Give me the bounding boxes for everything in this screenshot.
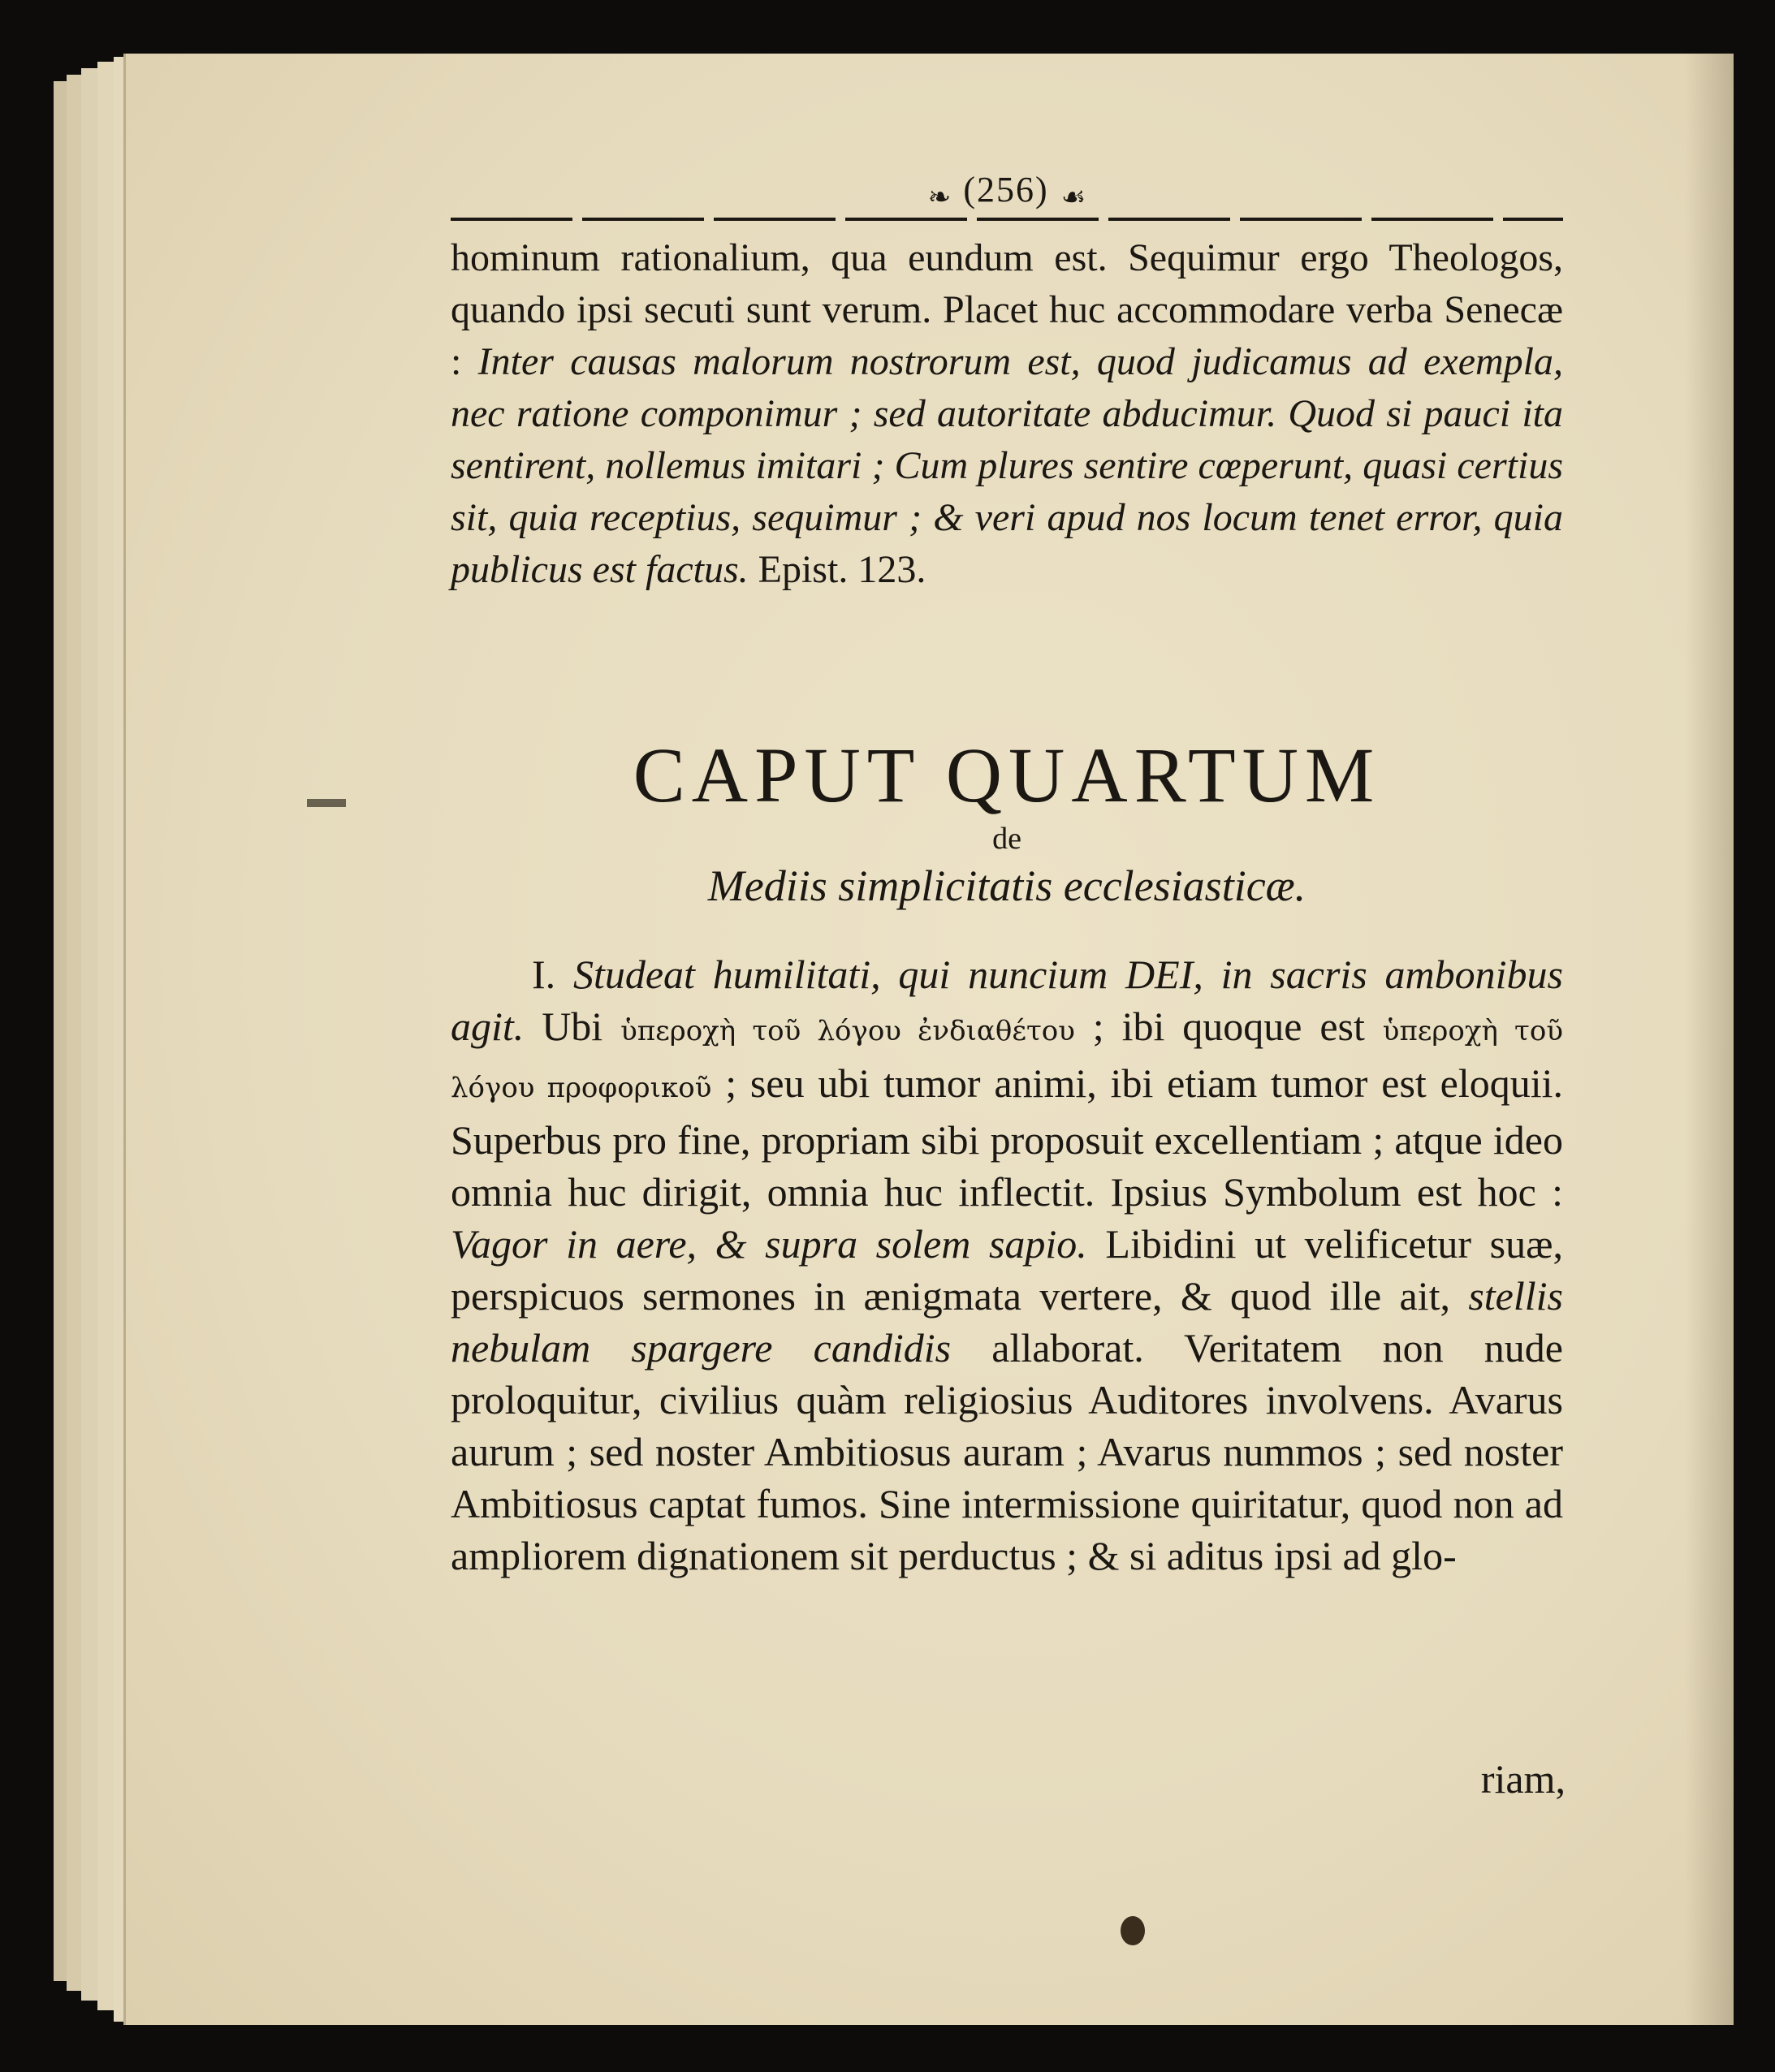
seneca-quote: Inter causas malorum nostrorum est, quod judicamus ad exempla, nec ratione componimur ; sed autoritate abducimur. Quod si pauci ita sentirent, nollemus imitari ; Cum plures sentire cœperunt, quasi certius sit, quia receptius, sequimur ; & veri apud nos locum tenet error, quia publicus est factus. — [451, 340, 1563, 591]
section-text: Ubi — [524, 1004, 621, 1049]
chapter-subtitle: Mediis simplicitatis ecclesiasticæ. — [707, 861, 1306, 910]
running-header — [451, 170, 1563, 222]
paragraph-text: hominum rationalium, qua eundum est. Sequimur ergo Theologos, quando ipsi secuti sunt verum. Placet huc accommodare verba Senecæ : — [451, 236, 1563, 383]
greek-phrase: ὑπεροχὴ τοῦ λόγου προφορικοῦ — [451, 1015, 1563, 1104]
page-number: (256) — [963, 170, 1049, 209]
paper-mark — [307, 799, 346, 807]
chapter-title: CAPUT QUARTUM — [633, 732, 1381, 818]
page-gutter-shadow — [1685, 54, 1734, 2025]
section-text: ; ibi quoque est — [1074, 1004, 1383, 1049]
symbol-motto: Vagor in aere, & supra solem sapio. — [451, 1221, 1087, 1267]
ornament-right-icon: ☙ — [1060, 181, 1086, 214]
catchword: riam, — [1480, 1756, 1566, 1802]
header-rule — [451, 218, 1563, 221]
top-paragraph — [451, 232, 1563, 596]
chapter-heading — [451, 731, 1563, 914]
section-text: Libidini ut velificetur suæ, perspicuos sermones in ænigmata vertere, & quod ille ait, — [451, 1221, 1563, 1319]
ink-spot — [1121, 1916, 1145, 1945]
section-number: I. — [532, 952, 556, 997]
section-lead: Studeat humilitati, qui nuncium DEI, in sacris ambonibus agit. — [451, 952, 1563, 1049]
citation: Epist. 123. — [748, 548, 926, 591]
greek-phrase: ὑπεροχὴ τοῦ λόγου ἐνδιαθέτου — [620, 1015, 1075, 1047]
ornament-left-icon: ❧ — [927, 181, 952, 214]
section-text: allaborat. Veritatem non nude proloquitur, civilius quàm religiosius Auditores involvens. Avarus aurum ; sed noster Ambitiosus auram ; Avarus nummos ; sed noster Ambitiosus captat fumos. Sine intermissione quiritatur, quod non ad ampliorem dignationem sit perductus ; & si aditus ipsi ad glo- — [451, 1325, 1563, 1578]
section-text: ; seu ubi tumor animi, ibi etiam tumor est eloquii. Superbus pro fine, propriam sibi proposuit excellentiam ; atque ideo omnia huc dirigit, omnia huc inflectit. Ipsius Symbolum est hoc : — [451, 1060, 1564, 1215]
section-body — [451, 948, 1563, 1582]
chapter-de: de — [992, 822, 1021, 856]
quote-phrase: stellis nebulam spargere candidis — [451, 1273, 1563, 1371]
